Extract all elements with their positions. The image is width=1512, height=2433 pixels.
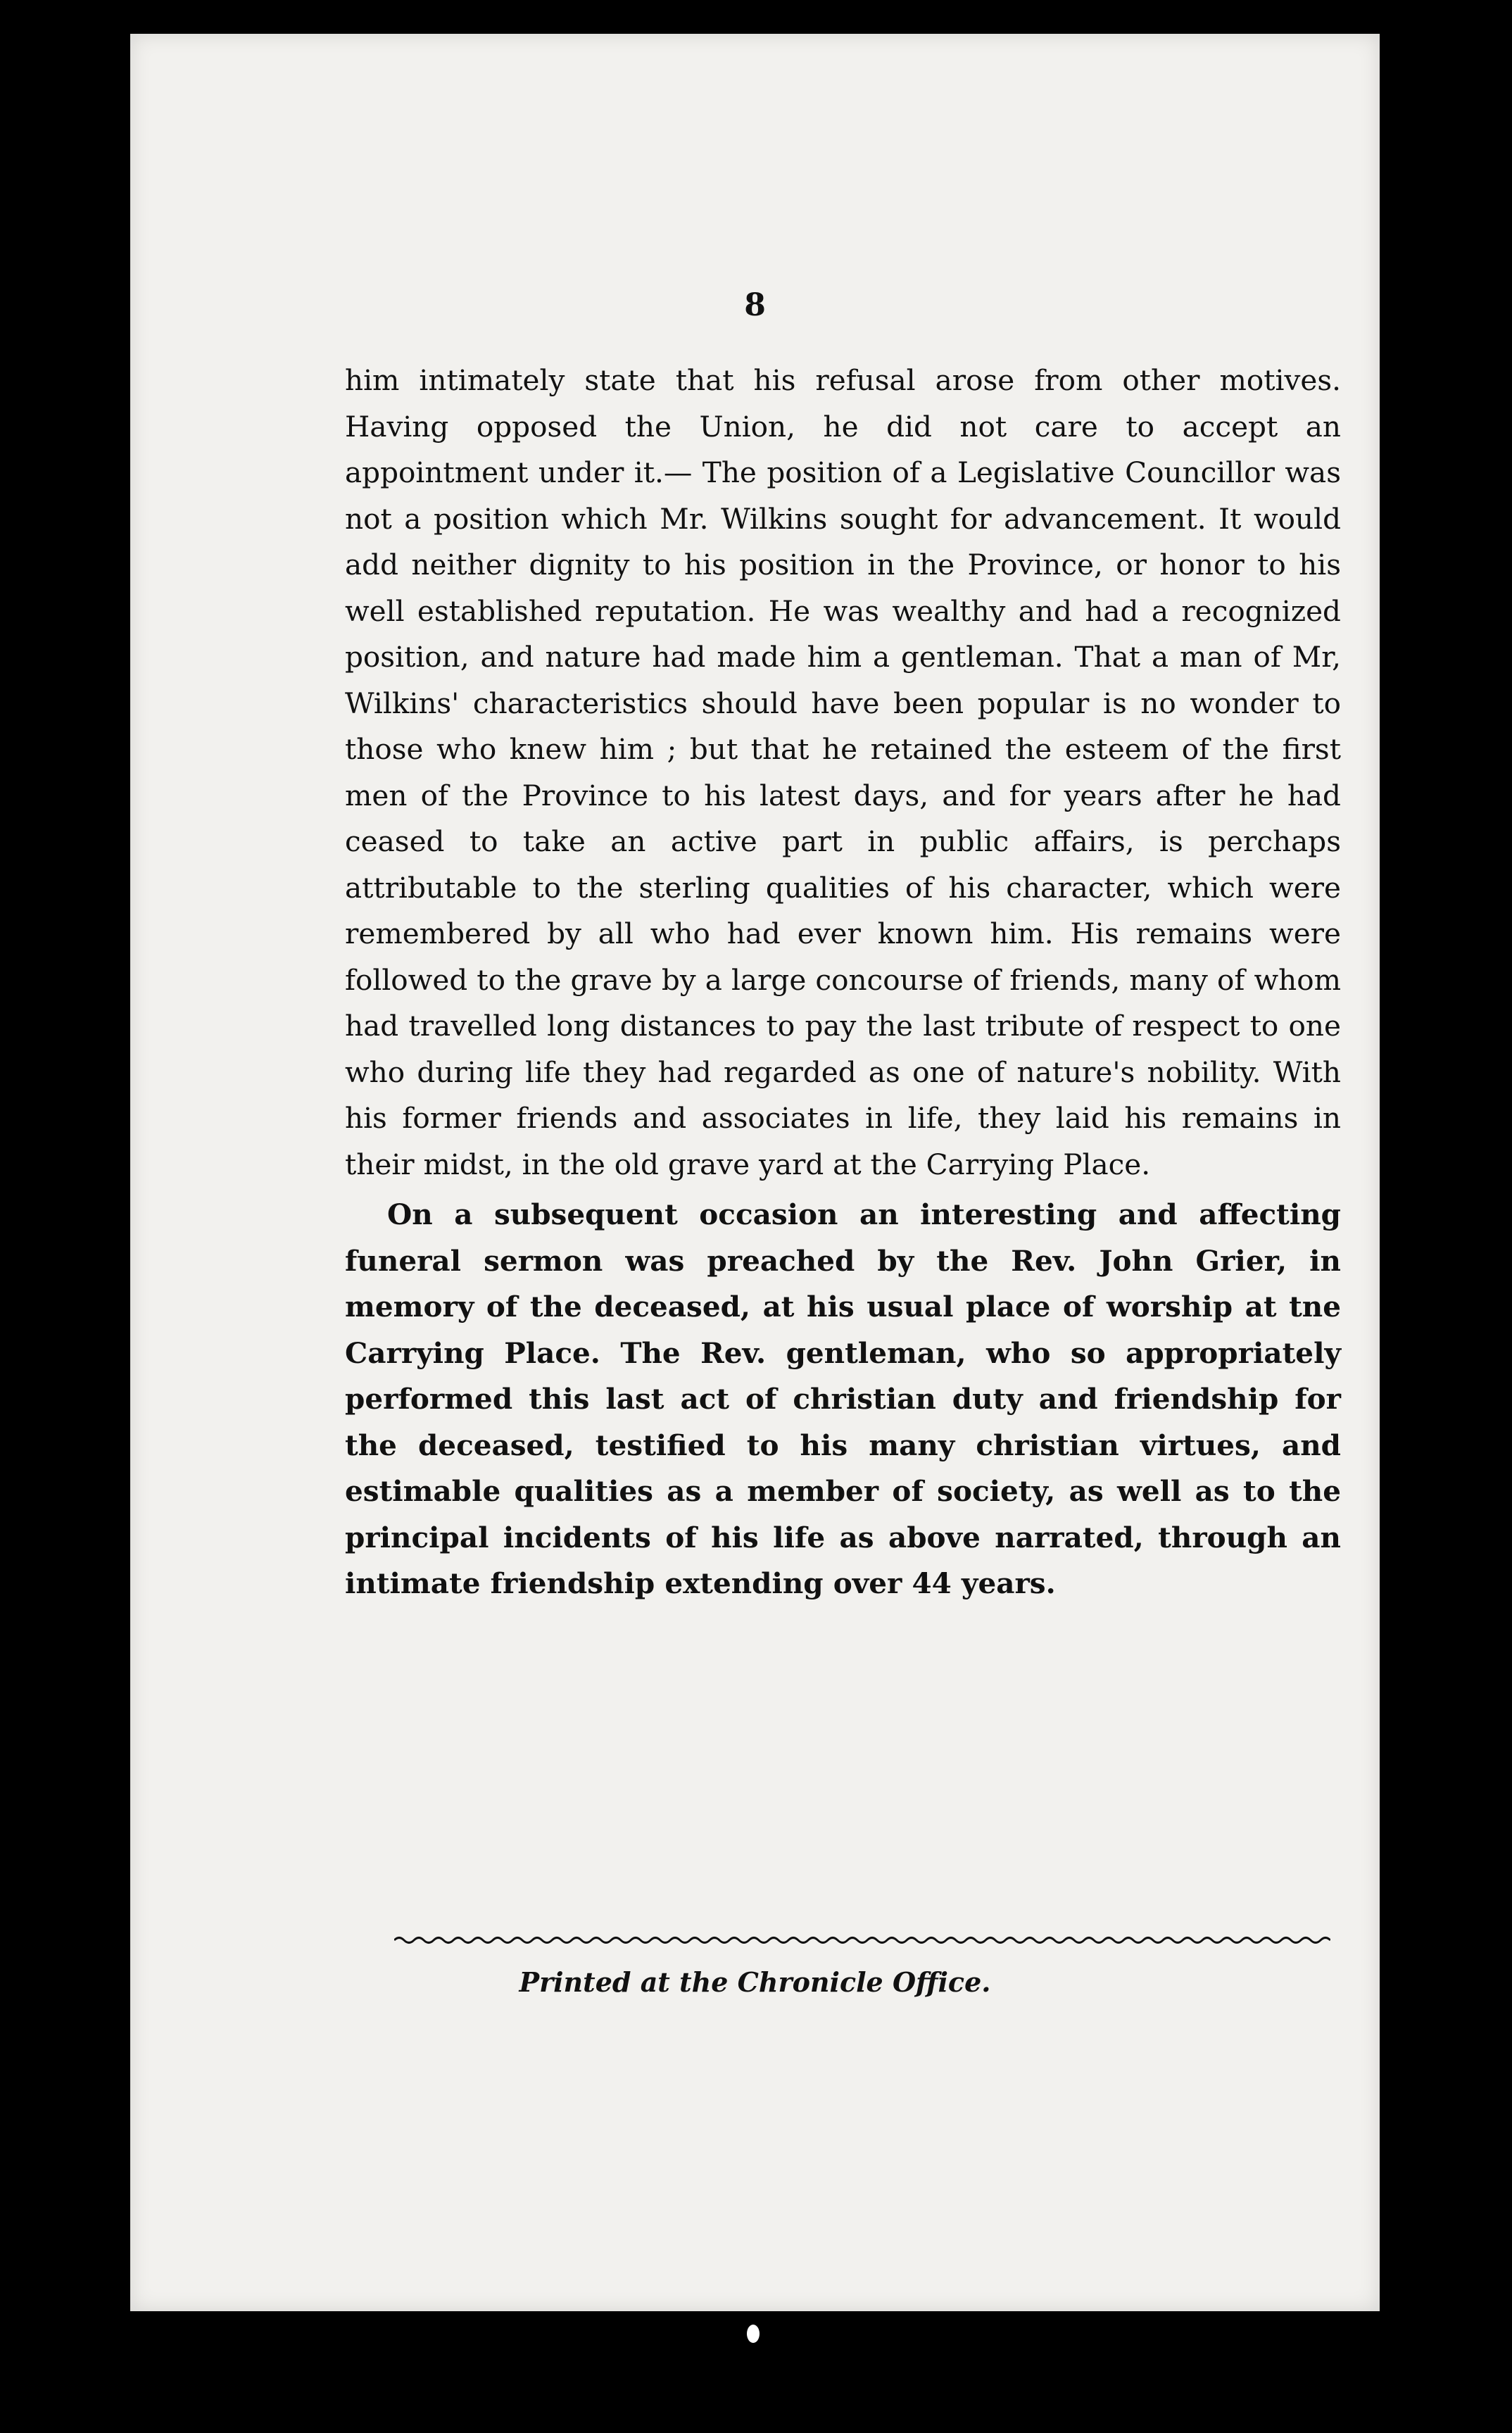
document-page: [130, 34, 1380, 2311]
body-text: [345, 358, 1341, 1607]
paragraph-1: him intimately state that his refusal arose from other motives. Having opposed the Union, he did not care to accept an appointment under it.— The position of a Legislative Councillor was not a position which Mr. Wilkins sought for advancement. It would add neither dignity to his position in the Province, or honor to his well established reputation. He was wealthy and had a recognized position, and nature had made him a gentleman. That a man of Mr, Wilkins' characteristics should have been popular is no wonder to those who knew him ; but that he retained the esteem of the first men of the Province to his latest days, and for years after he had ceased to take an active part in public affairs, is perchaps attributable to the sterling qualities of his character, which were remembered by all who had ever known him. His remains were followed to the grave by a large concourse of friends, many of whom had travelled long distances to pay the last tribute of respect to one who during life they had regarded as one of nature's nobility. With his former friends and associates in life, they laid his remains in their midst, in the old grave yard at the Carrying Place.: [345, 363, 1341, 1181]
wavy-rule: [394, 1935, 1330, 1946]
page-number: 8: [744, 287, 766, 323]
speck-decoration: [747, 2325, 760, 2343]
paragraph-2: On a subsequent occasion an interesting and affecting funeral sermon was preached by the Rev. John Grier, in memory of the deceased, at his usual place of worship at tne Carrying Place. The Rev. gentleman, who so appropriately performed this last act of christian duty and friendship for the deceased, testified to his many christian virtues, and estimable qualities as a member of society, as well as to the principal incidents of his life as above narrated, through an intimate friendship extending over 44 years.: [345, 1197, 1341, 1600]
printer-imprint: Printed at the Chronicle Office.: [519, 1966, 991, 1998]
